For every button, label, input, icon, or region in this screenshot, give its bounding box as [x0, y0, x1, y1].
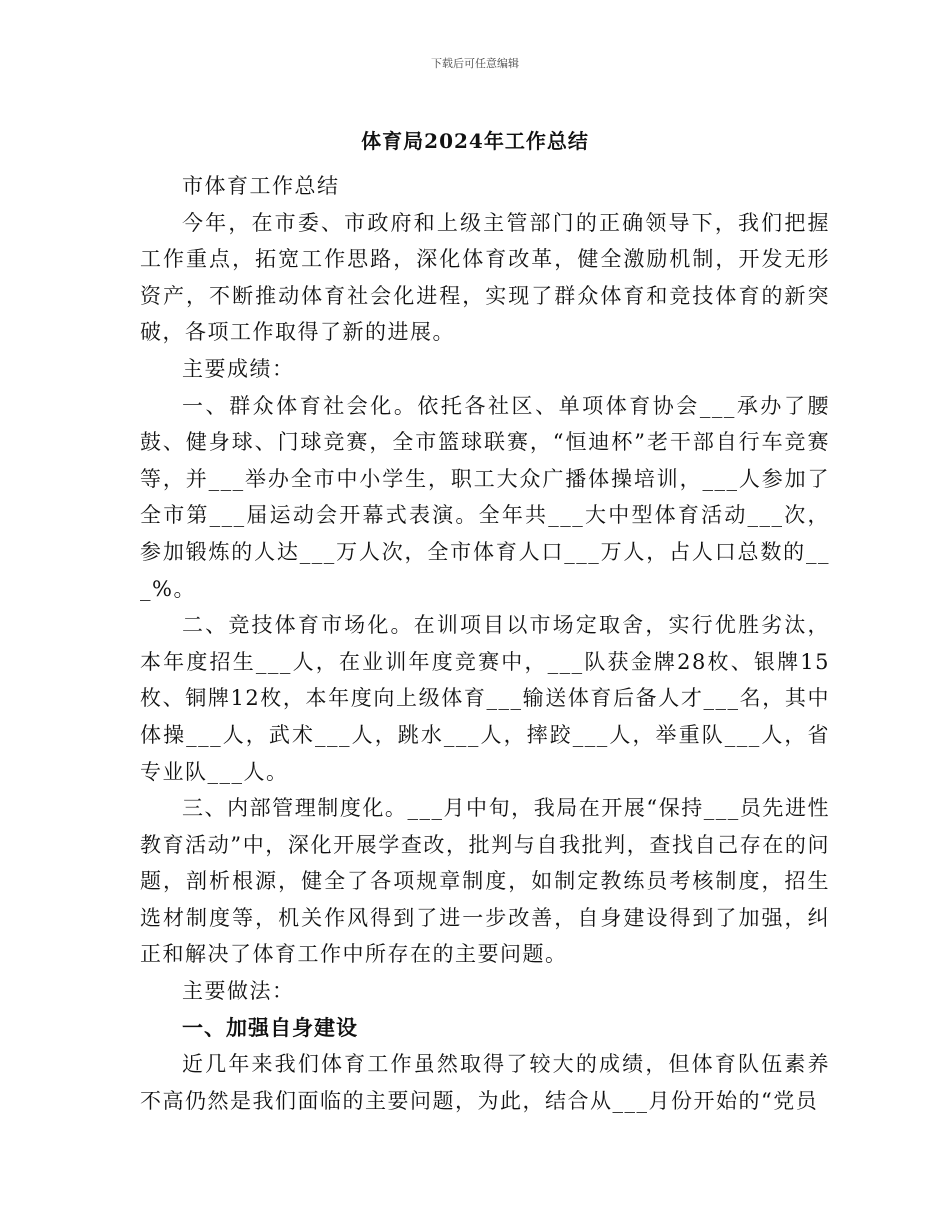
paragraph-main-methods-label: 主要做法： — [182, 979, 295, 1004]
section-heading: 一、加强自身建设 — [182, 1015, 358, 1040]
document-body — [140, 168, 830, 1119]
document-title: 体育局2024年工作总结 — [361, 129, 589, 153]
page-header-note: 下载后可任意编辑 — [431, 57, 519, 70]
paragraph-intro: 今年，在市委、市政府和上级主管部门的正确领导下，我们把握工作重点，拓宽工作思路，深化体育改革，健全激励机制，开发无形资产，不断推动体育社会化进程，实现了群众体育和竞技体育的新突破，各项工作取得了新的进展。 — [140, 210, 830, 345]
paragraph-main-achievements-label: 主要成绩： — [182, 356, 295, 381]
paragraph-self-building: 近几年来我们体育工作虽然取得了较大的成绩，但体育队伍素养不高仍然是我们面临的主要问题，为此，结合从___月份开始的“党员 — [140, 1052, 830, 1113]
paragraph-mass-sports: 一、群众体育社会化。依托各社区、单项体育协会___承办了腰鼓、健身球、门球竞赛，全市篮球联赛，“恒迪杯”老干部自行车竞赛等，并___举办全市中小学生，职工大众广播体操培训，___人参加了全市第___届运动会开幕式表演。全年共___大中型体育活动___次，参加锻炼的人达___万人次，全市体育人口___万人，占人口总数的___%。 — [140, 393, 830, 601]
paragraph-subtitle: 市体育工作总结 — [182, 174, 340, 198]
paragraph-internal-management: 三、内部管理制度化。___月中旬，我局在开展“保持___员先进性教育活动”中，深化开展学查改，批判与自我批判，查找自己存在的问题，剖析根源，健全了各项规章制度，如制定教练员考核制度，招生选材制度等，机关作风得到了进一步改善，自身建设得到了加强，纠正和解决了体育工作中所存在的主要问题。 — [140, 796, 830, 967]
paragraph-competitive-sports: 二、竞技体育市场化。在训项目以市场定取舍，实行优胜劣汰，本年度招生___人，在业训年度竞赛中，___队获金牌28枚、银牌15枚、铜牌12枚，本年度向上级体育___输送体育后备人才___名，其中体操___人，武术___人，跳水___人，摔跤___人，举重队___人，省专业队___人。 — [140, 613, 830, 784]
